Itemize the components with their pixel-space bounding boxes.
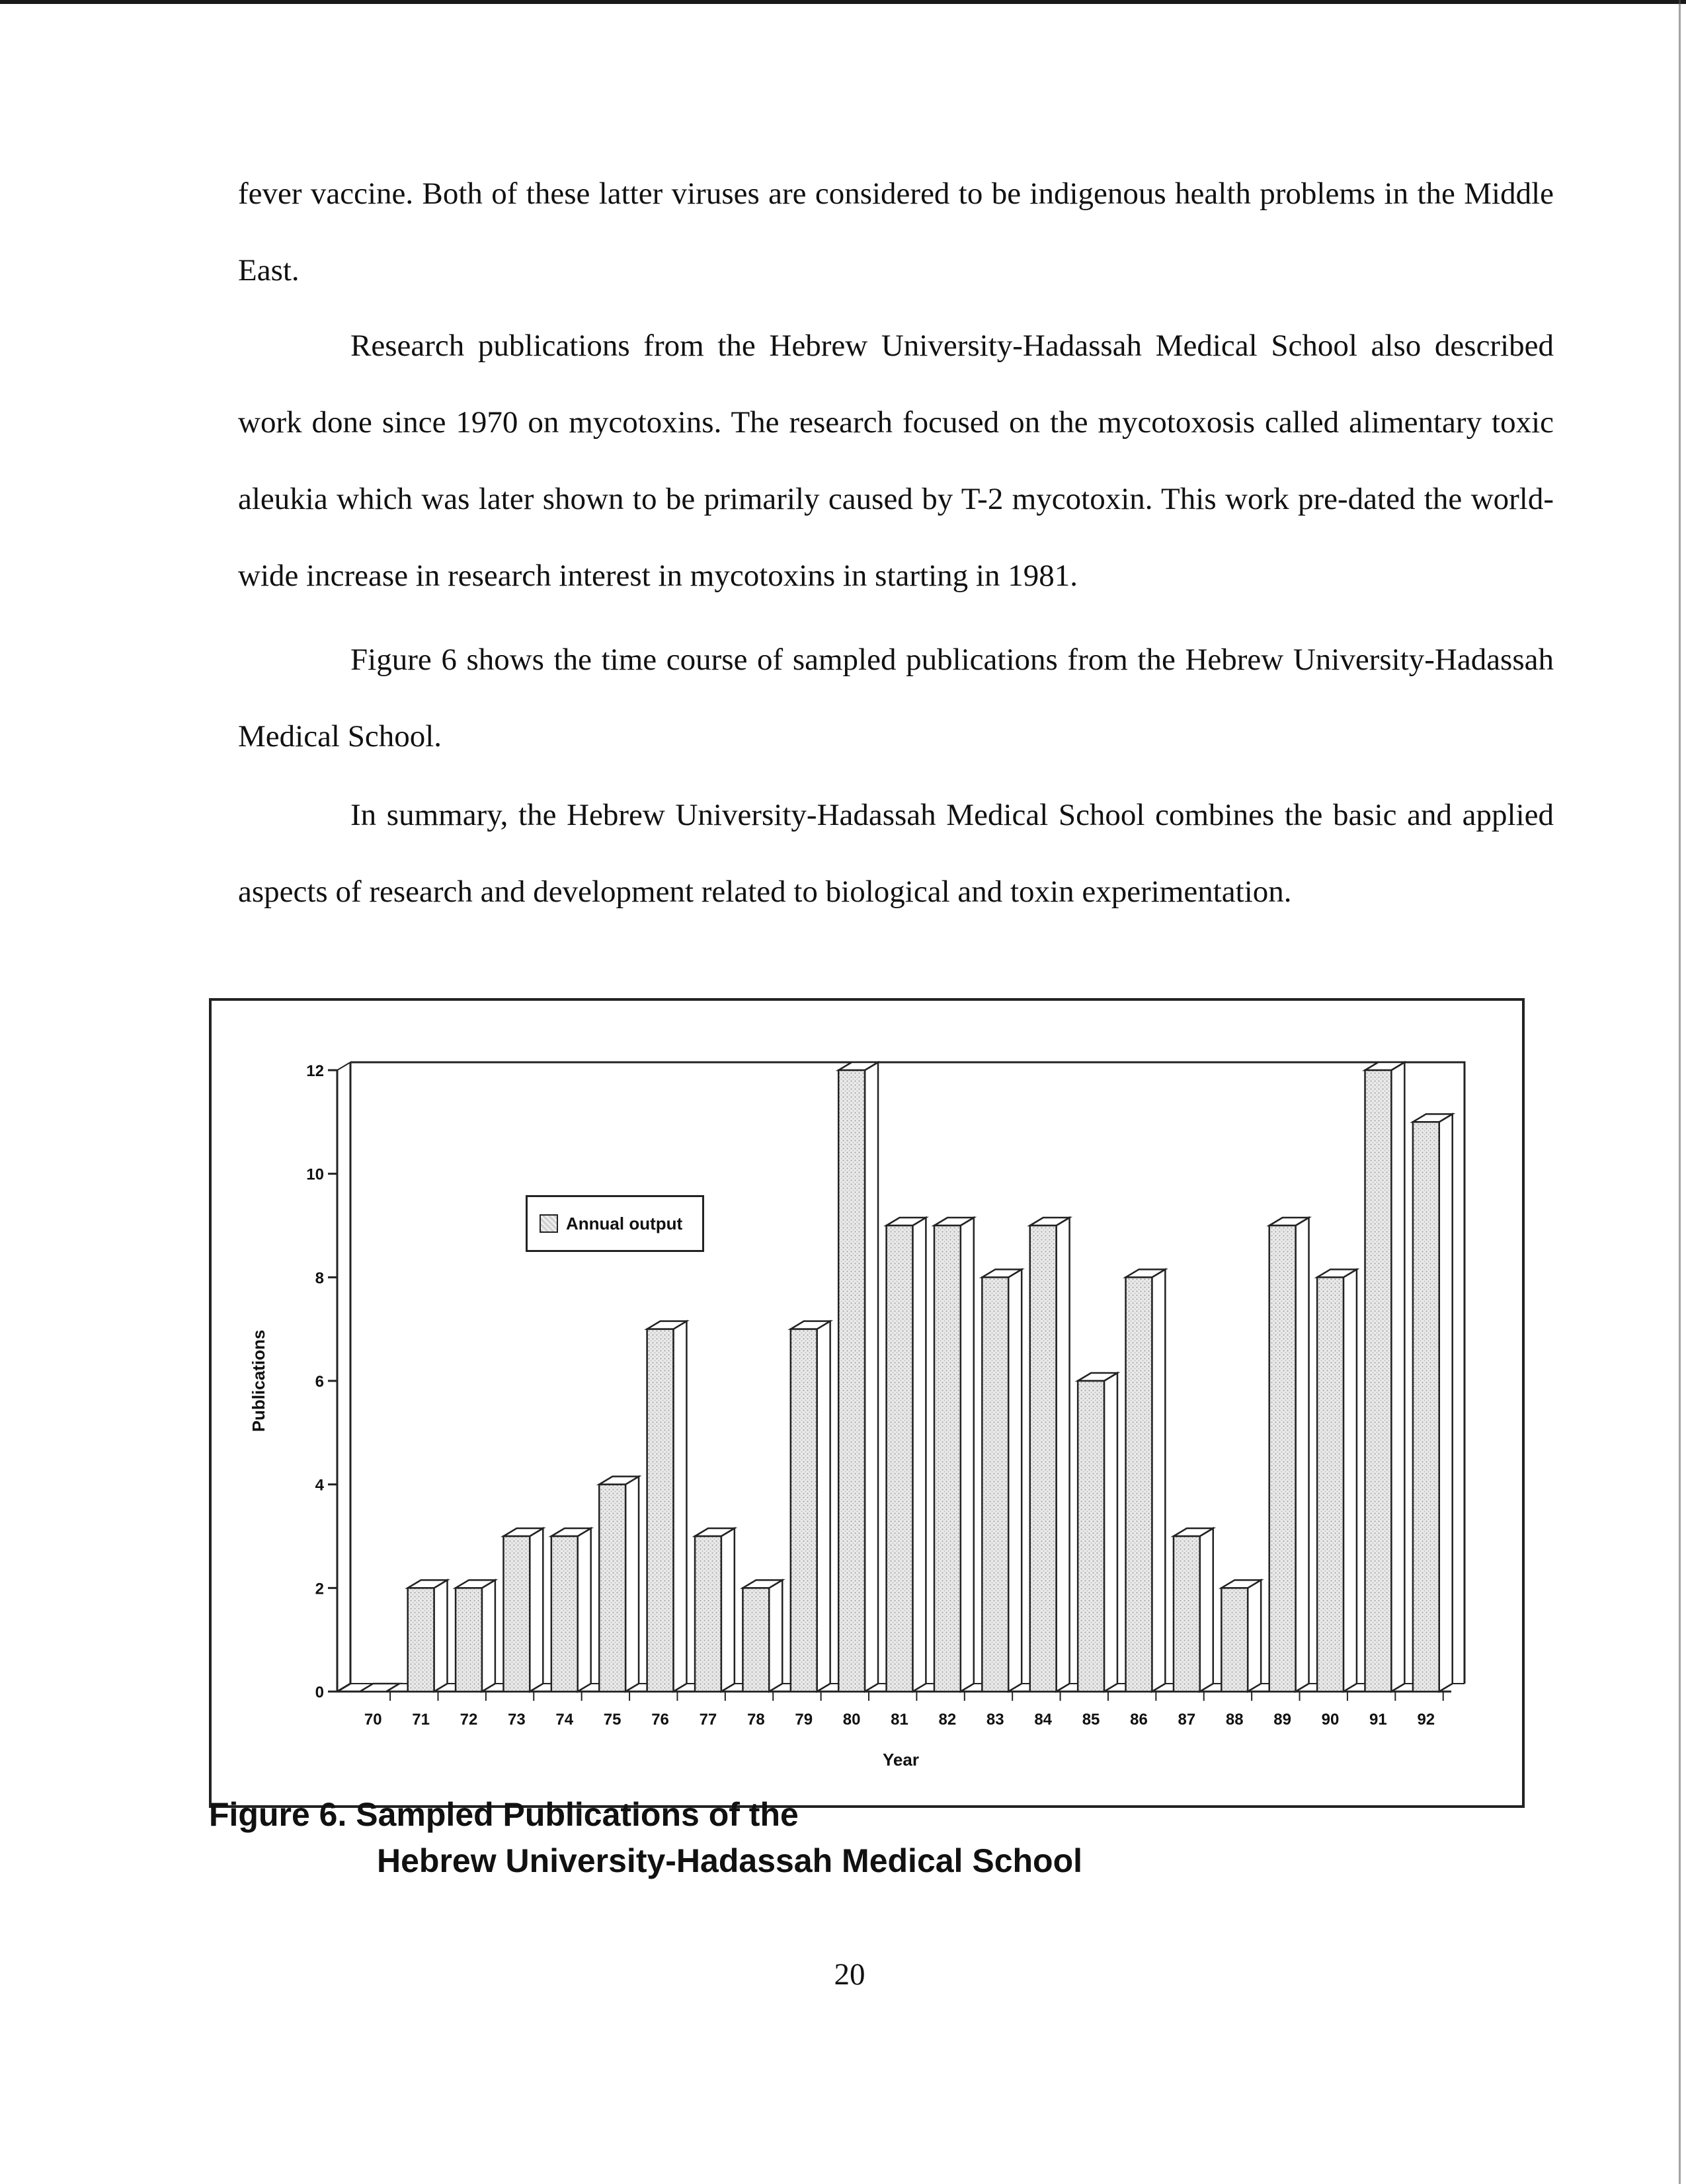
bar-face [1008,1269,1022,1692]
paragraph-summary: In summary, the Hebrew University-Hadassah Medical School combines the basic and applied aspects of research and development related to biological and toxin experimentation. [238,798,1554,909]
x-tick-label: 89 [1273,1711,1291,1729]
bar-face [625,1477,639,1692]
x-tick-label: 92 [1417,1711,1435,1729]
bar-79 [791,1321,830,1692]
x-tick-label: 77 [699,1711,717,1729]
bar-face [1174,1536,1200,1692]
page-number: 20 [834,1957,865,1992]
bar-face [408,1588,434,1692]
bar-face [721,1528,735,1692]
bar-face [982,1277,1008,1692]
bar-face [578,1528,591,1692]
top-border-rule [0,0,1686,4]
x-tick-label: 85 [1082,1711,1100,1729]
bar-face [695,1536,721,1692]
bar-face [599,1485,625,1692]
x-tick-label: 84 [1034,1711,1053,1729]
y-tick-label: 0 [315,1684,324,1701]
x-axis-title: Year [883,1750,919,1770]
bar-face [1344,1269,1357,1692]
x-tick-label: 73 [508,1711,526,1729]
bar-face [1057,1218,1070,1692]
bar-face [647,1329,674,1692]
bar-face [1104,1373,1117,1692]
paragraph-figure-reference: Figure 6 shows the time course of sampled publications from the Hebrew University-Hadassah Medical School. [238,643,1554,754]
bar-face [1296,1218,1309,1692]
paragraph-mycotoxins: Research publications from the Hebrew University-Hadassah Medical School also described work done since 1970 on mycotoxins. The research focused on the mycotoxosis called alimentary toxic aleukia which was later shown to be primarily caused by T-2 mycotoxin. This work pre-dated the world-wide increase in research interest in mycotoxins in starting in 1981. [238,329,1554,593]
x-tick-label: 88 [1225,1711,1244,1729]
bar-84 [1030,1218,1070,1692]
bar-face [791,1329,817,1692]
y-tick-label: 12 [306,1062,324,1080]
figure-caption-line2: Hebrew University-Hadassah Medical School [377,1842,1083,1879]
bar-71 [408,1580,448,1692]
bar-face [530,1528,543,1692]
y-tick-label: 8 [315,1269,324,1288]
bar-face [1248,1580,1261,1692]
x-tick-label: 72 [460,1711,478,1729]
bar-face [865,1062,878,1692]
x-tick-label: 80 [842,1711,861,1729]
publications-bar-chart [212,1001,1527,1811]
legend-label: Annual output [566,1213,683,1233]
bar-face [551,1536,578,1692]
x-tick-label: 78 [746,1711,765,1729]
bar-face [434,1580,447,1692]
bar-77 [695,1528,735,1692]
bar-face [1365,1070,1392,1692]
bar-87 [1174,1528,1213,1692]
bar-face [1078,1381,1104,1692]
bar-face [456,1588,482,1692]
x-tick-label: 79 [795,1711,813,1729]
bar-face [769,1580,782,1692]
bar-face [887,1226,913,1692]
bar-91 [1365,1062,1405,1692]
x-tick-label: 91 [1369,1711,1387,1729]
bar-face [743,1588,769,1692]
bar-88 [1221,1580,1261,1692]
bar-face [503,1536,530,1692]
bar-face [1269,1226,1296,1692]
bar-face [1439,1114,1453,1692]
bar-face [1152,1269,1165,1692]
bar-85 [1078,1373,1117,1692]
bar-face [1413,1122,1439,1692]
bar-80 [838,1062,878,1692]
right-scan-edge [1679,0,1681,2184]
plot-floor-corner [337,1684,350,1692]
bar-face [912,1218,926,1692]
bar-face [482,1580,495,1692]
x-tick-label: 71 [412,1711,430,1729]
bar-73 [503,1528,543,1692]
bar-81 [887,1218,926,1692]
bar-76 [647,1321,687,1692]
bar-face [838,1070,865,1692]
bar-face [817,1321,830,1692]
figure-caption-line1: Figure 6. Sampled Publications of the [209,1796,799,1833]
bar-face [673,1321,686,1692]
x-tick-label: 81 [891,1711,908,1729]
bar-face [934,1226,961,1692]
bar-face [360,1684,399,1692]
chart-legend [526,1195,704,1252]
bar-face [1200,1528,1213,1692]
bar-89 [1269,1218,1309,1692]
x-tick-label: 74 [555,1711,574,1729]
y-tick-label: 4 [315,1476,324,1495]
bar-face [1030,1226,1057,1692]
legend-swatch [540,1214,558,1233]
y-axis-top-cap [337,1062,350,1070]
bar-face [1221,1588,1248,1692]
x-tick-label: 87 [1178,1711,1196,1729]
y-tick-label: 2 [315,1580,324,1598]
bar-face [1391,1062,1404,1692]
x-tick-label: 75 [603,1711,622,1729]
bar-86 [1126,1269,1166,1692]
bar-82 [934,1218,974,1692]
paragraph-vaccine: fever vaccine. Both of these latter viruses are considered to be indigenous health problems in the Middle East. [238,176,1554,288]
x-tick-label: 82 [938,1711,957,1729]
bar-75 [599,1477,639,1692]
y-tick-label: 6 [315,1373,324,1391]
x-tick-label: 70 [364,1711,382,1729]
bar-83 [982,1269,1022,1692]
x-tick-label: 86 [1130,1711,1148,1729]
bar-face [1317,1277,1344,1692]
x-tick-label: 90 [1321,1711,1340,1729]
bar-92 [1413,1114,1453,1692]
y-tick-label: 10 [306,1165,324,1184]
bar-74 [551,1528,591,1692]
bar-78 [743,1580,782,1692]
bar-90 [1317,1269,1357,1692]
bar-face [961,1218,974,1692]
y-axis-title: Publications [249,1329,268,1432]
figure-frame [209,998,1525,1808]
x-tick-label: 83 [986,1711,1004,1729]
bar-face [1126,1277,1152,1692]
bar-70 [360,1684,399,1692]
bar-72 [456,1580,495,1692]
x-tick-label: 76 [651,1711,669,1729]
